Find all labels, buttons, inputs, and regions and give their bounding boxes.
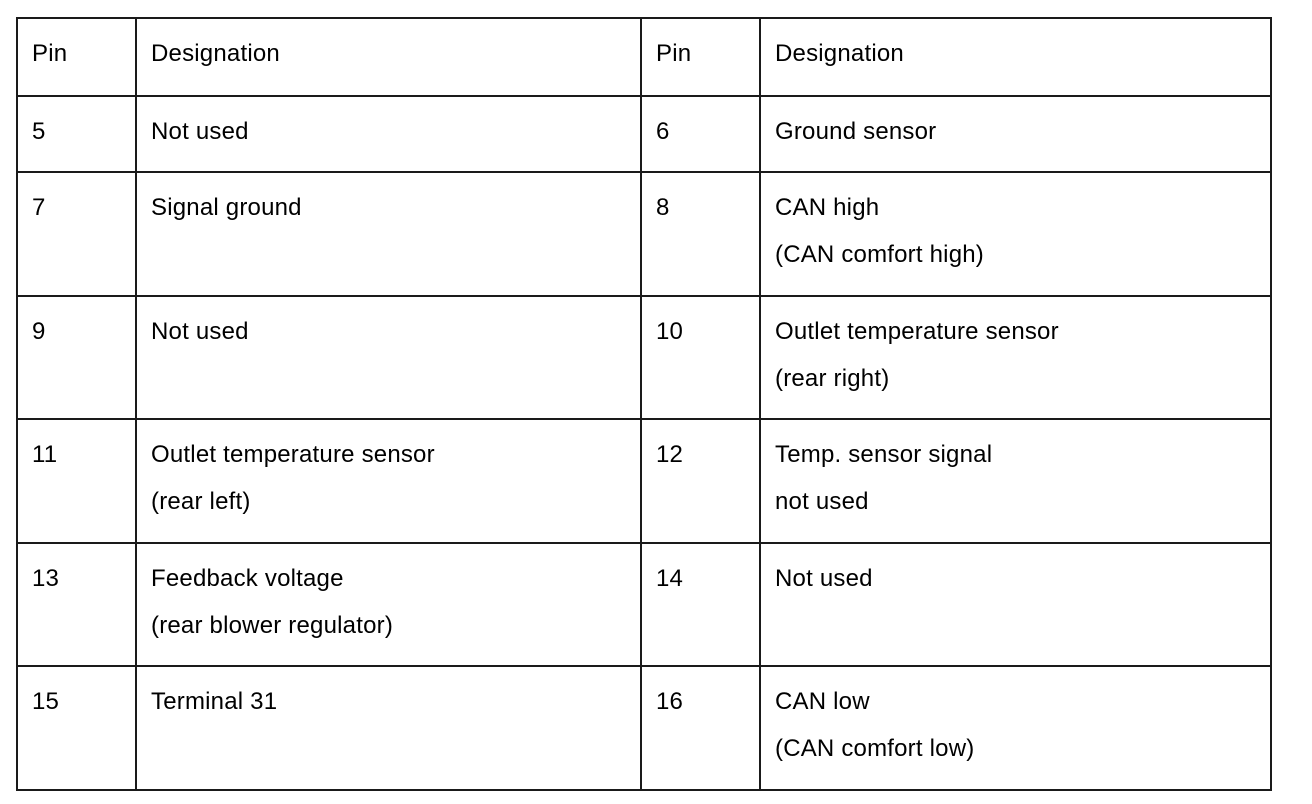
- pin-number: 15: [32, 688, 60, 715]
- designation-line: (rear right): [775, 365, 890, 392]
- pin-cell: [17, 419, 136, 543]
- pin-cell: [641, 172, 760, 296]
- header-designation-right: Designation: [775, 40, 904, 67]
- designation-line: CAN low: [775, 688, 870, 715]
- pin-cell: [641, 296, 760, 419]
- pin-assignment-table: [16, 17, 1272, 791]
- pin-cell: [641, 543, 760, 666]
- pin-cell: [641, 419, 760, 543]
- table-row: [17, 666, 1271, 790]
- designation-line: Ground sensor: [775, 118, 937, 145]
- table-row: [17, 296, 1271, 419]
- header-cell-pin-right: [641, 18, 760, 96]
- header-pin-left: Pin: [32, 40, 68, 67]
- designation-line: Not used: [151, 318, 249, 345]
- designation-line: Not used: [775, 565, 873, 592]
- pin-cell: [641, 666, 760, 790]
- pin-number: 11: [32, 441, 58, 468]
- header-designation-left: Designation: [151, 40, 280, 67]
- designation-cell: [760, 172, 1271, 296]
- designation-cell: [760, 96, 1271, 172]
- pin-number: 7: [32, 194, 46, 221]
- designation-cell: [136, 96, 641, 172]
- designation-cell: [136, 666, 641, 790]
- pin-cell: [641, 96, 760, 172]
- designation-cell: [136, 419, 641, 543]
- pin-number: 8: [656, 194, 670, 221]
- designation-cell: [760, 543, 1271, 666]
- designation-line: Terminal 31: [151, 688, 278, 715]
- designation-line: Outlet temperature sensor: [775, 318, 1059, 345]
- designation-line: (CAN comfort high): [775, 241, 984, 268]
- table-header-row: [17, 18, 1271, 96]
- pin-number: 16: [656, 688, 684, 715]
- pin-number: 9: [32, 318, 46, 345]
- table-row: [17, 543, 1271, 666]
- pin-number: 10: [656, 318, 684, 345]
- designation-line: (rear left): [151, 488, 251, 515]
- header-cell-pin-left: [17, 18, 136, 96]
- designation-line: Temp. sensor signal: [775, 441, 993, 468]
- pin-number: 12: [656, 441, 684, 468]
- pin-number: 5: [32, 118, 46, 145]
- header-cell-designation-left: [136, 18, 641, 96]
- designation-line: Not used: [151, 118, 249, 145]
- designation-cell: [760, 419, 1271, 543]
- pin-cell: [17, 172, 136, 296]
- designation-line: Feedback voltage: [151, 565, 344, 592]
- designation-line: not used: [775, 488, 869, 515]
- pin-number: 13: [32, 565, 60, 592]
- designation-line: CAN high: [775, 194, 880, 221]
- designation-line: (rear blower regulator): [151, 612, 394, 639]
- pin-cell: [17, 666, 136, 790]
- table-row: [17, 96, 1271, 172]
- pin-cell: [17, 296, 136, 419]
- designation-line: (CAN comfort low): [775, 735, 975, 762]
- designation-cell: [760, 666, 1271, 790]
- header-cell-designation-right: [760, 18, 1271, 96]
- designation-line: Signal ground: [151, 194, 302, 221]
- designation-cell: [136, 543, 641, 666]
- table-row: [17, 172, 1271, 296]
- header-pin-right: Pin: [656, 40, 692, 67]
- pin-number: 6: [656, 118, 670, 145]
- pin-cell: [17, 543, 136, 666]
- designation-line: Outlet temperature sensor: [151, 441, 435, 468]
- table-row: [17, 419, 1271, 543]
- designation-cell: [136, 172, 641, 296]
- designation-cell: [136, 296, 641, 419]
- designation-cell: [760, 296, 1271, 419]
- pin-number: 14: [656, 565, 684, 592]
- pin-cell: [17, 96, 136, 172]
